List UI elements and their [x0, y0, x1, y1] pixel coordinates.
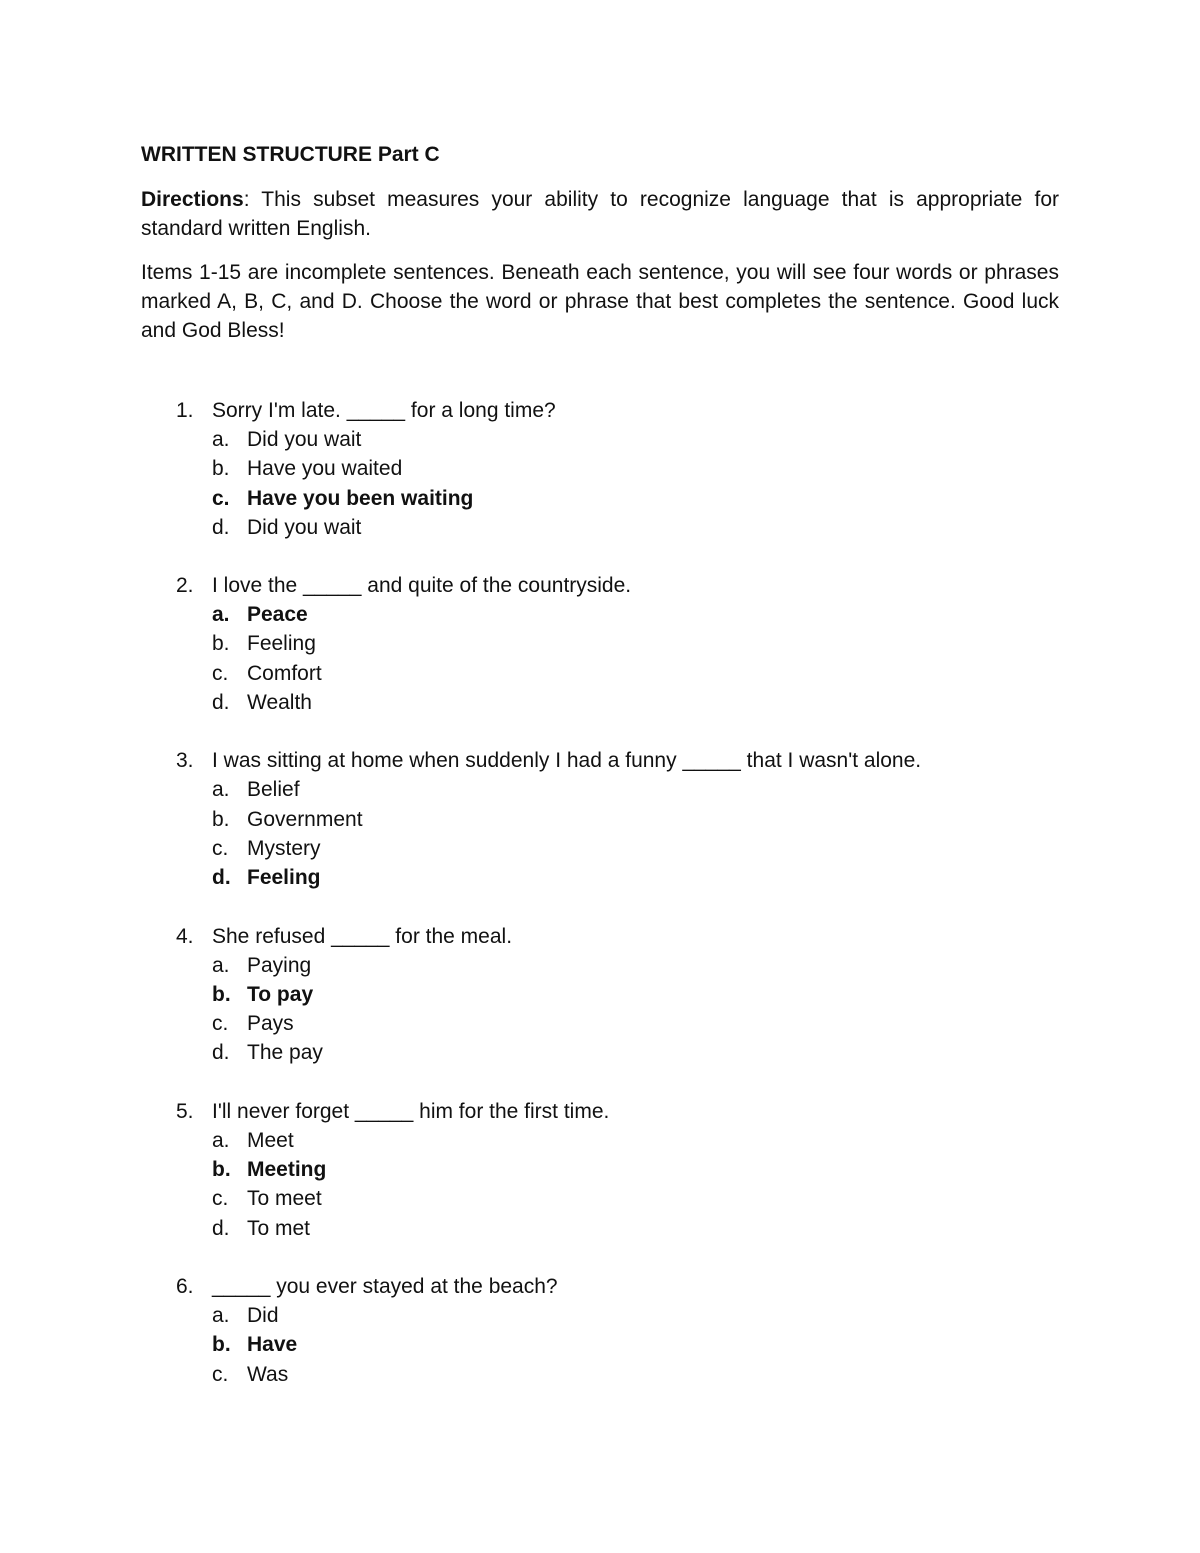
option-text: Have you been waiting: [247, 486, 474, 510]
option-letter: c.: [212, 486, 230, 510]
option-letter: c.: [212, 1362, 229, 1386]
answer-option: [141, 513, 1059, 542]
answer-option: [141, 1038, 1059, 1067]
option-letter: d.: [212, 691, 230, 715]
document-page: [141, 141, 1059, 1418]
option-list: [141, 1126, 1059, 1243]
option-text: Feeling: [247, 866, 321, 890]
answer-option: [141, 659, 1059, 688]
answer-option-correct: [141, 863, 1059, 892]
question-number: 2.: [176, 574, 194, 598]
question-stem: [141, 922, 1059, 951]
option-letter: c.: [212, 1012, 229, 1036]
option-text: Peace: [247, 603, 308, 627]
question-number: 4.: [176, 924, 194, 948]
question-stem: [141, 1097, 1059, 1126]
answer-option: [141, 834, 1059, 863]
option-list: [141, 775, 1059, 892]
instructions-paragraph: Items 1-15 are incomplete sentences. Beneath each sentence, you will see four words or phrases marked A, B, C, and D. Choose the word or phrase that best completes the sentence. Good luck and God Bless!: [141, 261, 1059, 342]
question-item: [141, 571, 1059, 717]
option-letter: c.: [212, 836, 229, 860]
question-item: [141, 1272, 1059, 1389]
option-text: Government: [247, 807, 363, 831]
question-number: 3.: [176, 749, 194, 773]
option-text: Was: [247, 1362, 289, 1386]
option-letter: d.: [212, 515, 230, 539]
option-letter: a.: [212, 953, 230, 977]
option-letter: d.: [212, 1216, 230, 1240]
option-text: Mystery: [247, 836, 321, 860]
answer-option-correct: [141, 600, 1059, 629]
option-list: [141, 951, 1059, 1068]
question-text: _____ you ever stayed at the beach?: [212, 1274, 558, 1298]
option-letter: b.: [212, 1158, 231, 1182]
option-text: Belief: [247, 778, 300, 802]
option-letter: c.: [212, 661, 229, 685]
option-text: Did you wait: [247, 515, 362, 539]
question-text: I'll never forget _____ him for the first time.: [212, 1099, 610, 1123]
option-letter: a.: [212, 1303, 230, 1327]
question-stem: [141, 1272, 1059, 1301]
answer-option-correct: [141, 1330, 1059, 1359]
directions-text: : This subset measures your ability to recognize language that is appropriate for standard written English.: [141, 188, 1059, 240]
answer-option: [141, 1009, 1059, 1038]
question-stem: [141, 571, 1059, 600]
option-list: [141, 425, 1059, 542]
option-text: To met: [247, 1216, 311, 1240]
option-text: The pay: [247, 1041, 323, 1065]
question-item: [141, 922, 1059, 1068]
answer-option: [141, 425, 1059, 454]
question-stem: [141, 746, 1059, 775]
answer-option: [141, 454, 1059, 483]
question-list: [141, 396, 1059, 1389]
question-item: [141, 746, 1059, 892]
option-text: Meet: [247, 1128, 294, 1152]
option-text: Did: [247, 1303, 279, 1327]
option-letter: b.: [212, 1333, 231, 1357]
answer-option: [141, 1126, 1059, 1155]
question-text: She refused _____ for the meal.: [212, 924, 513, 948]
answer-option: [141, 805, 1059, 834]
answer-option: [141, 629, 1059, 658]
answer-option-correct: [141, 484, 1059, 513]
option-letter: a.: [212, 428, 230, 451]
option-letter: a.: [212, 1128, 230, 1152]
answer-option-correct: [141, 980, 1059, 1009]
option-text: Paying: [247, 953, 312, 977]
answer-option: [141, 951, 1059, 980]
question-item: [141, 396, 1059, 542]
directions-label: Directions: [141, 188, 244, 211]
directions-paragraph: [141, 185, 1059, 243]
option-text: To meet: [247, 1187, 322, 1211]
option-text: Have you waited: [247, 457, 403, 481]
option-text: Have: [247, 1333, 298, 1357]
question-text: Sorry I'm late. _____ for a long time?: [212, 399, 556, 422]
answer-option: [141, 1184, 1059, 1213]
option-text: Meeting: [247, 1158, 327, 1182]
question-text: I was sitting at home when suddenly I had a funny _____ that I wasn't alone.: [212, 749, 922, 773]
option-text: Feeling: [247, 632, 316, 656]
option-letter: b.: [212, 457, 230, 481]
answer-option-correct: [141, 1155, 1059, 1184]
option-letter: a.: [212, 778, 230, 802]
option-letter: b.: [212, 982, 231, 1006]
question-stem: [141, 396, 1059, 425]
option-text: To pay: [247, 982, 314, 1006]
option-letter: b.: [212, 632, 230, 656]
option-letter: d.: [212, 1041, 230, 1065]
option-list: [141, 600, 1059, 717]
question-text: I love the _____ and quite of the countryside.: [212, 574, 632, 598]
option-letter: d.: [212, 866, 231, 890]
option-text: Comfort: [247, 661, 322, 685]
option-text: Pays: [247, 1012, 294, 1036]
option-list: [141, 1301, 1059, 1389]
question-number: 6.: [176, 1274, 194, 1298]
answer-option: [141, 1360, 1059, 1389]
question-item: [141, 1097, 1059, 1243]
option-letter: c.: [212, 1187, 229, 1211]
option-letter: b.: [212, 807, 230, 831]
option-letter: a.: [212, 603, 230, 627]
option-text: Wealth: [247, 691, 312, 715]
answer-option: [141, 688, 1059, 717]
question-number: 1.: [176, 399, 194, 422]
question-number: 5.: [176, 1099, 194, 1123]
answer-option: [141, 775, 1059, 804]
answer-option: [141, 1214, 1059, 1243]
option-text: Did you wait: [247, 428, 362, 451]
document-title: WRITTEN STRUCTURE Part C: [141, 143, 440, 166]
answer-option: [141, 1301, 1059, 1330]
